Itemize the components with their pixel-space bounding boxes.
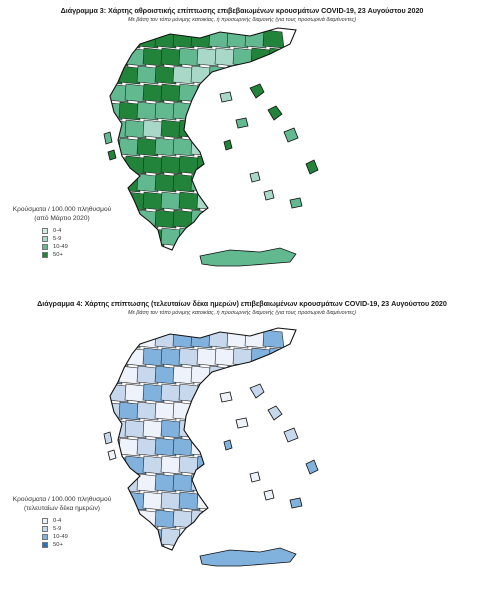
island-region <box>250 84 264 98</box>
island-region <box>220 92 232 102</box>
region-area <box>197 156 218 174</box>
legend-swatch <box>42 542 48 548</box>
region-area <box>263 210 284 228</box>
region-area <box>269 48 290 66</box>
region-area <box>245 66 266 84</box>
legend-swatch <box>42 252 48 258</box>
region-area <box>215 456 236 474</box>
island-region <box>220 392 232 402</box>
region-area <box>269 348 290 366</box>
region-area <box>173 210 194 228</box>
region-area <box>179 456 200 474</box>
crete-region <box>200 548 296 566</box>
region-area <box>245 102 266 120</box>
region-area <box>251 528 272 546</box>
legend-label: 50+ <box>53 542 63 548</box>
region-area <box>101 30 122 48</box>
island-region <box>284 128 298 142</box>
region-area <box>227 102 248 120</box>
island-region <box>250 472 260 482</box>
region-area <box>179 156 200 174</box>
region-area <box>233 456 254 474</box>
region-area <box>245 138 266 156</box>
region-area <box>191 138 212 156</box>
region-area <box>119 210 140 228</box>
region-area <box>173 102 194 120</box>
region-area <box>263 510 284 528</box>
region-area <box>107 48 128 66</box>
region-area <box>227 402 248 420</box>
region-area <box>191 102 212 120</box>
legend-item <box>42 227 112 235</box>
island-region <box>264 490 274 500</box>
region-area <box>215 228 236 246</box>
region-area <box>119 330 140 348</box>
legend-item <box>42 243 112 251</box>
region-area <box>245 402 266 420</box>
region-area <box>263 30 284 48</box>
region-area <box>251 156 272 174</box>
region-area <box>107 348 128 366</box>
region-area <box>263 174 284 192</box>
region-area <box>269 528 290 546</box>
island-region <box>250 172 260 182</box>
island-region <box>250 384 264 398</box>
map-subtitle: Με βάση τον τόπο μόνιμης κατοικίας, ή προσωρινής διαμονής (για τους προσωρινά διαμένοντες) <box>127 310 356 316</box>
region-area <box>101 330 122 348</box>
region-area <box>179 120 200 138</box>
region-area <box>245 366 266 384</box>
greece-choropleth-map <box>100 324 330 586</box>
region-area <box>263 330 284 348</box>
legend-label: 50+ <box>53 252 63 258</box>
island-region <box>268 406 282 420</box>
legend-item <box>42 541 112 549</box>
region-area <box>251 228 272 246</box>
region-area <box>227 210 248 228</box>
region-area <box>119 510 140 528</box>
island-region <box>264 190 274 200</box>
legend-item <box>42 533 112 541</box>
region-area <box>215 420 236 438</box>
region-area <box>233 228 254 246</box>
island-region <box>104 132 112 144</box>
island-region <box>306 460 318 474</box>
legend-swatch <box>42 518 48 524</box>
region-area <box>179 228 200 246</box>
mainland-regions <box>101 330 290 546</box>
region-area <box>101 174 122 192</box>
legend-item <box>42 525 112 533</box>
region-area <box>197 120 218 138</box>
map-title: Διάγραμμα 4: Χάρτης επίπτωσης (τελευταίων δέκα ημερών) επιβεβαιωμένων κρουσμάτων COVID-19, 23 Αυγούστου 2020 <box>37 299 447 308</box>
island-region <box>236 418 248 428</box>
region-area <box>209 510 230 528</box>
region-area <box>245 210 266 228</box>
legend-swatch <box>42 236 48 242</box>
region-area <box>179 84 200 102</box>
region-area <box>215 528 236 546</box>
region-area <box>263 438 284 456</box>
map-legend <box>12 205 112 259</box>
region-area <box>197 84 218 102</box>
region-area <box>209 210 230 228</box>
map-subtitle: Με βάση τον τόπο μόνιμης κατοικίας, ή προσωρινής διαμονής (για τους προσωρινά διαμένοντες) <box>127 17 356 23</box>
map-legend <box>12 495 112 549</box>
region-area <box>173 510 194 528</box>
region-area <box>191 402 212 420</box>
region-area <box>197 384 218 402</box>
region-area <box>227 66 248 84</box>
island-region <box>236 118 248 128</box>
region-area <box>215 192 236 210</box>
legend-label: 5-9 <box>53 526 62 532</box>
region-area <box>263 66 284 84</box>
legend-item <box>42 517 112 525</box>
region-area <box>191 474 212 492</box>
region-area <box>233 384 254 402</box>
region-area <box>197 420 218 438</box>
island-region <box>268 106 282 120</box>
region-area <box>209 174 230 192</box>
island-region <box>290 498 302 508</box>
region-area <box>233 492 254 510</box>
region-area <box>227 474 248 492</box>
region-area <box>191 438 212 456</box>
region-area <box>227 174 248 192</box>
legend-label: 0-4 <box>53 518 62 524</box>
region-area <box>245 438 266 456</box>
region-area <box>209 402 230 420</box>
region-area <box>251 420 272 438</box>
region-area <box>125 528 146 546</box>
island-region <box>104 432 112 444</box>
region-area <box>263 474 284 492</box>
region-area <box>209 366 230 384</box>
region-area <box>173 402 194 420</box>
region-area <box>233 156 254 174</box>
legend-label: 10-49 <box>53 244 68 250</box>
greece-choropleth-map <box>100 24 330 279</box>
region-area <box>215 492 236 510</box>
region-area <box>233 528 254 546</box>
region-area <box>269 456 290 474</box>
island-region <box>306 160 318 174</box>
legend-label: 10-49 <box>53 534 68 540</box>
region-area <box>179 384 200 402</box>
region-area <box>233 192 254 210</box>
island-region <box>290 198 302 208</box>
map-title: Διάγραμμα 3: Χάρτης αθροιστικής επίπτωσης επιβεβαιωμένων κρουσμάτων COVID-19, 23 Αυγούστου 2020 <box>60 6 424 15</box>
region-area <box>227 510 248 528</box>
region-area <box>263 366 284 384</box>
region-area <box>269 228 290 246</box>
region-area <box>227 366 248 384</box>
region-area <box>197 228 218 246</box>
region-area <box>251 456 272 474</box>
island-region <box>224 140 232 150</box>
legend-items <box>42 517 112 549</box>
legend-items <box>42 227 112 259</box>
region-area <box>209 102 230 120</box>
crete-region <box>200 248 296 266</box>
region-area <box>263 138 284 156</box>
island-region <box>284 428 298 442</box>
mainland-regions <box>101 30 290 246</box>
region-area <box>179 528 200 546</box>
legend-title: Κρούσματα / 100.000 πληθυσμού (τελευταίων δέκα ημερών) <box>12 496 112 512</box>
island-region <box>108 450 116 460</box>
legend-item <box>42 251 112 259</box>
legend-swatch <box>42 244 48 250</box>
region-area <box>197 528 218 546</box>
region-area <box>209 474 230 492</box>
legend-item <box>42 235 112 243</box>
region-area <box>215 120 236 138</box>
region-area <box>197 456 218 474</box>
region-area <box>191 174 212 192</box>
region-area <box>269 84 290 102</box>
region-area <box>215 156 236 174</box>
legend-swatch <box>42 534 48 540</box>
region-area <box>101 474 122 492</box>
region-area <box>125 228 146 246</box>
ten-day-incidence-panel <box>0 296 484 600</box>
legend-title: Κρούσματα / 100.000 πληθυσμού (από Μάρτιο 2020) <box>12 206 112 222</box>
region-area <box>251 120 272 138</box>
legend-swatch <box>42 228 48 234</box>
legend-swatch <box>42 526 48 532</box>
region-area <box>179 420 200 438</box>
island-region <box>108 150 116 160</box>
legend-label: 5-9 <box>53 236 62 242</box>
region-area <box>245 510 266 528</box>
island-region <box>224 440 232 450</box>
legend-label: 0-4 <box>53 228 62 234</box>
region-area <box>269 156 290 174</box>
region-area <box>233 84 254 102</box>
region-area <box>269 384 290 402</box>
region-area <box>119 30 140 48</box>
region-area <box>209 66 230 84</box>
